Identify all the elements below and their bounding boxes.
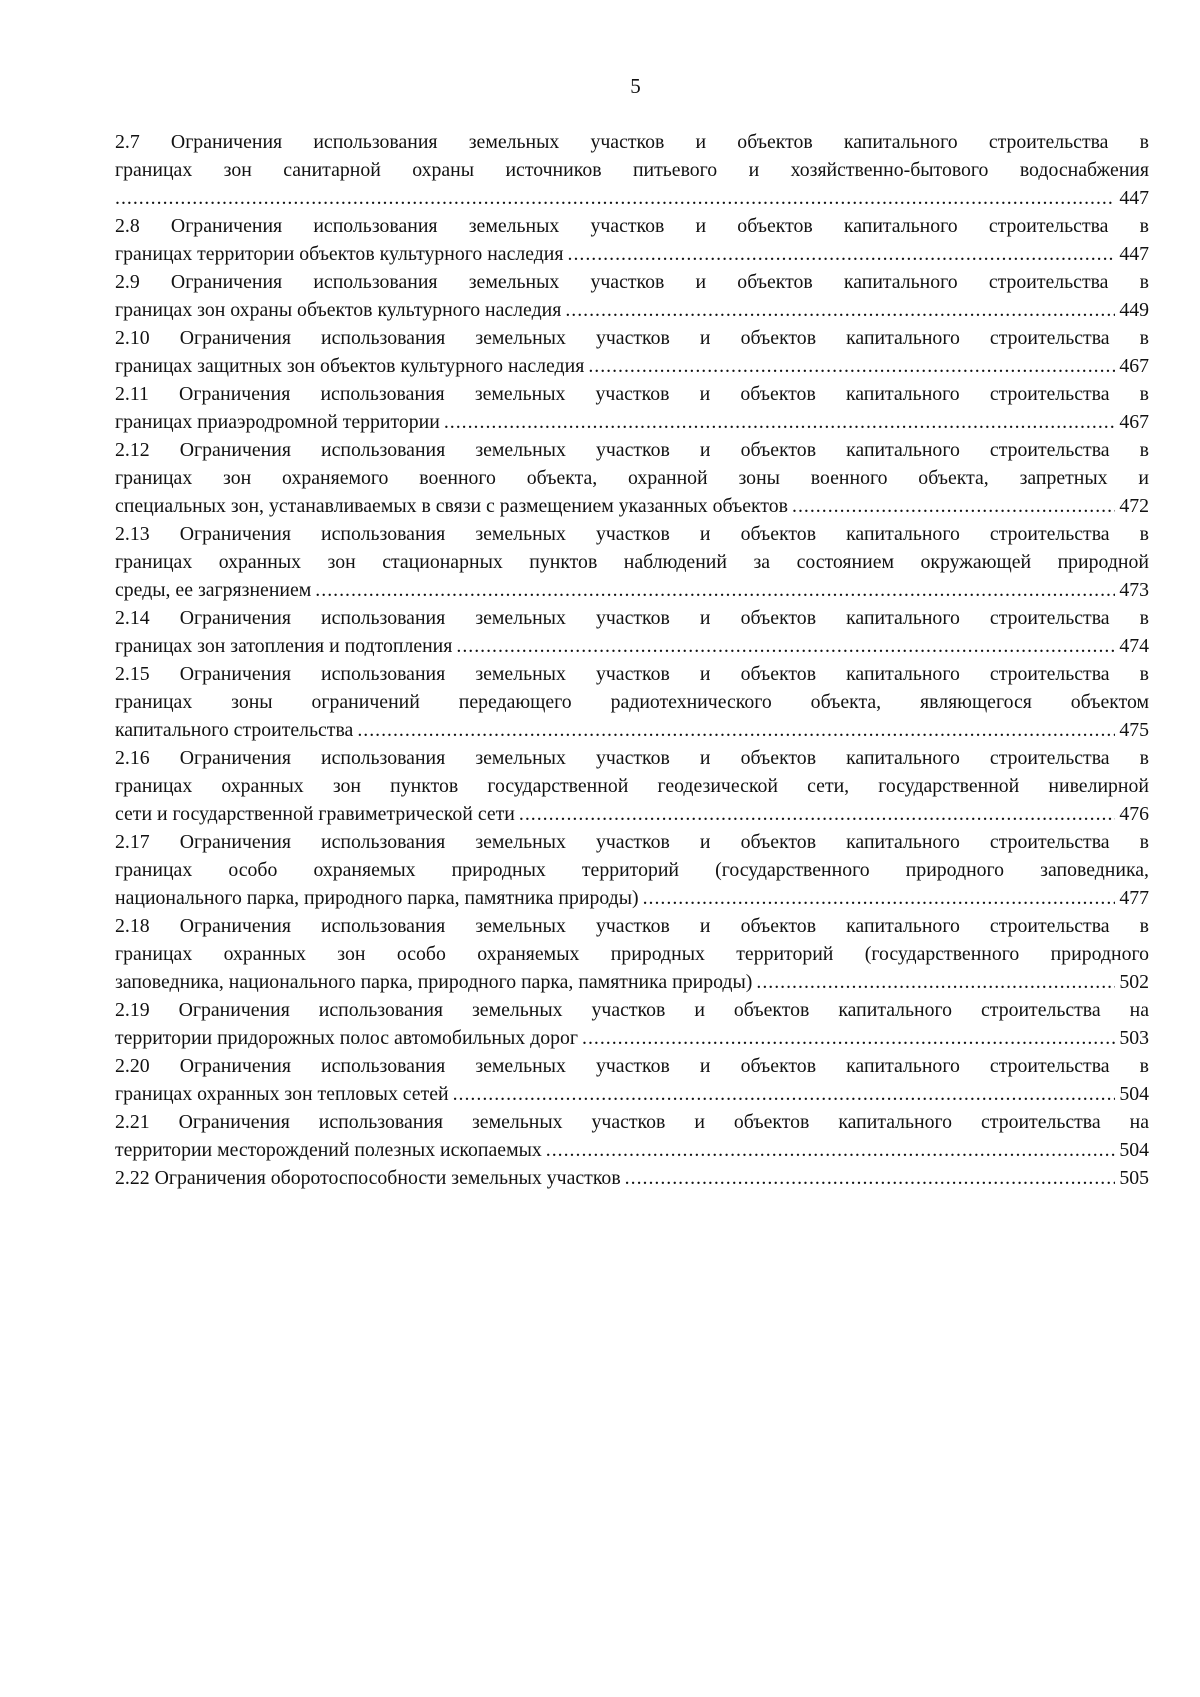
toc-entry-page-number: 467 [1119,411,1149,433]
toc-entry-line: границах зоны ограничений передающего радиотехнического объекта, являющегося объектом [115,691,1149,713]
dot-leader [625,1164,1116,1192]
toc-entry-page-number: 502 [1119,971,1149,993]
toc-entry-leader-line [115,576,1149,604]
toc-entry-line: границах особо охраняемых природных территорий (государственного природного заповедника, [115,859,1149,881]
toc-entry-leader-line [115,884,1149,912]
toc-entry-tail: специальных зон, устанавливаемых в связи с размещением указанных объектов [115,495,789,517]
toc-entry-line: 2.14 Ограничения использования земельных участков и объектов капитального строительства в [115,607,1149,629]
dot-leader [588,352,1115,380]
toc-entry-line: 2.19 Ограничения использования земельных участков и объектов капитального строительства на [115,999,1149,1021]
toc-entry[interactable] [115,912,1149,996]
dot-leader [444,408,1116,436]
toc-entry-line: 2.17 Ограничения использования земельных участков и объектов капитального строительства в [115,831,1149,853]
toc-entry-leader-line [115,184,1149,212]
toc-entry-tail: границах защитных зон объектов культурного наследия [115,355,585,377]
toc-entry-page-number: 504 [1119,1139,1149,1161]
toc-entry-line: границах зон санитарной охраны источников питьевого и хозяйственно-бытового водоснабжения [115,159,1149,181]
toc-entry-page-number: 505 [1119,1167,1149,1189]
toc-entry-tail: границах приаэродромной территории [115,411,440,433]
toc-entry-leader-line [115,1024,1149,1052]
toc-entry-leader-line [115,716,1149,744]
toc-entry-leader-line [115,1164,1149,1192]
toc-entry-page-number: 504 [1119,1083,1149,1105]
toc-entry-page-number: 475 [1119,719,1149,741]
toc-entry-page-number: 476 [1119,803,1149,825]
toc-entry[interactable] [115,1108,1149,1164]
toc-entry-line: 2.15 Ограничения использования земельных участков и объектов капитального строительства в [115,663,1149,685]
toc-entry-tail: национального парка, природного парка, памятника природы) [115,887,639,909]
toc-entry[interactable] [115,520,1149,604]
toc-entry-leader-line [115,968,1149,996]
toc-entry[interactable] [115,604,1149,660]
toc-entry[interactable] [115,268,1149,324]
toc-entry[interactable] [115,212,1149,268]
toc-entry[interactable] [115,744,1149,828]
table-of-contents [115,128,1149,1192]
toc-entry-tail: границах зон затопления и подтопления [115,635,453,657]
toc-entry[interactable] [115,128,1149,212]
toc-entry-leader-line [115,240,1149,268]
toc-entry-tail: 2.22 Ограничения оборотоспособности земельных участков [115,1167,621,1189]
toc-entry[interactable] [115,436,1149,520]
toc-entry-tail: среды, ее загрязнением [115,579,312,601]
toc-entry-line: 2.20 Ограничения использования земельных участков и объектов капитального строительства в [115,1055,1149,1077]
toc-entry-leader-line [115,1136,1149,1164]
toc-entry-page-number: 449 [1119,299,1149,321]
toc-entry-page-number: 477 [1119,887,1149,909]
dot-leader [568,240,1116,268]
dot-leader [519,800,1115,828]
toc-entry-line: 2.7 Ограничения использования земельных участков и объектов капитального строительства в [115,131,1149,153]
dot-leader [756,968,1115,996]
dot-leader [453,1080,1116,1108]
toc-entry-tail: границах зон охраны объектов культурного наследия [115,299,562,321]
toc-entry-page-number: 447 [1119,243,1149,265]
page-number: 5 [630,74,641,98]
toc-entry-page-number: 467 [1119,355,1149,377]
dot-leader [792,492,1115,520]
dot-leader [115,184,1115,212]
toc-entry-line: границах охранных зон особо охраняемых природных территорий (государственного природного [115,943,1149,965]
toc-entry-leader-line [115,632,1149,660]
toc-entry[interactable] [115,996,1149,1052]
toc-entry-line: границах зон охраняемого военного объекта, охранной зоны военного объекта, запретных и [115,467,1149,489]
toc-entry[interactable] [115,324,1149,380]
toc-entry-page-number: 472 [1119,495,1149,517]
toc-entry-line: 2.11 Ограничения использования земельных участков и объектов капитального строительства в [115,383,1149,405]
toc-entry-leader-line [115,296,1149,324]
toc-entry[interactable] [115,380,1149,436]
dot-leader [565,296,1115,324]
toc-entry-page-number: 474 [1119,635,1149,657]
toc-entry-tail: сети и государственной гравиметрической сети [115,803,515,825]
toc-entry-line: границах охранных зон стационарных пунктов наблюдений за состоянием окружающей природной [115,551,1149,573]
toc-entry-leader-line [115,492,1149,520]
toc-entry-line: 2.12 Ограничения использования земельных участков и объектов капитального строительства в [115,439,1149,461]
toc-entry-tail: капитального строительства [115,719,354,741]
toc-entry-tail: заповедника, национального парка, природного парка, памятника природы) [115,971,753,993]
toc-entry-line: границах охранных зон пунктов государственной геодезической сети, государственной нивелирной [115,775,1149,797]
toc-entry-leader-line [115,1080,1149,1108]
toc-entry-tail: границах охранных зон тепловых сетей [115,1083,449,1105]
toc-entry-page-number: 473 [1119,579,1149,601]
toc-entry[interactable] [115,828,1149,912]
toc-entry-tail: территории месторождений полезных ископаемых [115,1139,542,1161]
dot-leader [582,1024,1115,1052]
toc-entry-leader-line [115,408,1149,436]
toc-entry-leader-line [115,352,1149,380]
toc-entry-page-number: 503 [1119,1027,1149,1049]
toc-entry-tail: границах территории объектов культурного наследия [115,243,564,265]
dot-leader [643,884,1116,912]
toc-entry-leader-line [115,800,1149,828]
toc-entry-line: 2.8 Ограничения использования земельных участков и объектов капитального строительства в [115,215,1149,237]
toc-entry-line: 2.18 Ограничения использования земельных участков и объектов капитального строительства в [115,915,1149,937]
toc-entry[interactable] [115,660,1149,744]
toc-entry-line: 2.10 Ограничения использования земельных участков и объектов капитального строительства в [115,327,1149,349]
toc-entry-page-number: 447 [1119,187,1149,209]
dot-leader [315,576,1115,604]
dot-leader [357,716,1115,744]
toc-entry-line: 2.13 Ограничения использования земельных участков и объектов капитального строительства в [115,523,1149,545]
toc-entry-line: 2.16 Ограничения использования земельных участков и объектов капитального строительства в [115,747,1149,769]
toc-entry-tail: территории придорожных полос автомобильных дорог [115,1027,578,1049]
dot-leader [546,1136,1116,1164]
toc-entry[interactable] [115,1164,1149,1192]
toc-entry-line: 2.9 Ограничения использования земельных участков и объектов капитального строительства в [115,271,1149,293]
toc-entry[interactable] [115,1052,1149,1108]
toc-entry-line: 2.21 Ограничения использования земельных участков и объектов капитального строительства на [115,1111,1149,1133]
dot-leader [456,632,1115,660]
